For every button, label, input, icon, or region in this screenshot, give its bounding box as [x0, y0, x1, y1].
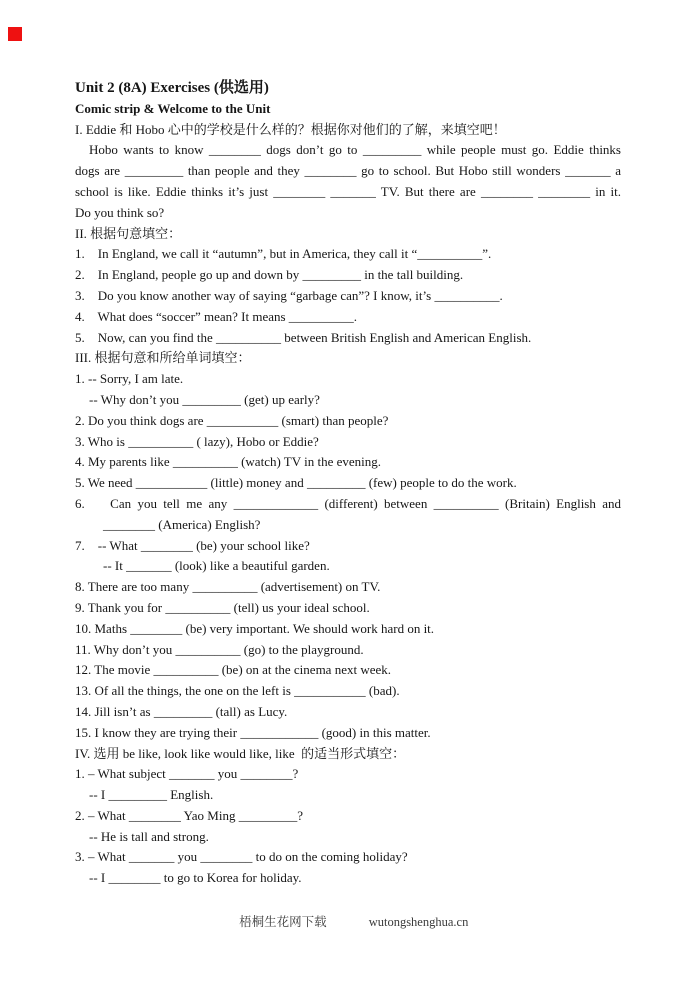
s3-item-15: 15. I know they are trying their ____________ (good) in this matter. — [75, 724, 431, 740]
s3-item-8: 8. There are too many __________ (advertisement) on TV. — [75, 579, 381, 595]
s2-item-1: 1. In England, we call it “autumn”, but in America, they call it “__________”. — [75, 246, 492, 262]
cloze-line-1: Hobo wants to know ________ dogs don’t go to _________ while people must go. Eddie thinks — [89, 142, 621, 158]
s2-item-3: 3. Do you know another way of saying “garbage can”? I know, it’s __________. — [75, 287, 503, 303]
s3-item-1: 1. -- Sorry, I am late. — [75, 371, 184, 387]
s3-item-5: 5. We need ___________ (little) money and _________ (few) people to do the work. — [75, 475, 517, 491]
s3-item-3: 3. Who is __________ ( lazy), Hobo or Eddie? — [75, 433, 319, 449]
s4-item-3-question: 3. – What _______ you ________ to do on the coming holiday? — [75, 849, 408, 865]
s2-item-2: 2. In England, people go up and down by _________ in the tall building. — [75, 267, 464, 283]
cloze-line-3: school is like. Eddie thinks it’s just ________ _______ TV. But there are ________ ________ in it. — [75, 183, 621, 199]
red-marker — [8, 27, 22, 41]
s3-item-10: 10. Maths ________ (be) very important. We should work hard on it. — [75, 620, 435, 636]
s2-item-5: 5. Now, can you find the __________ between British English and American English. — [75, 329, 532, 345]
s4-item-2-answer: -- He is tall and strong. — [89, 828, 209, 844]
s3-item-13: 13. Of all the things, the one on the left is ___________ (bad). — [75, 683, 400, 699]
s3-item-1-reply: -- Why don’t you _________ (get) up early? — [89, 391, 320, 407]
section-3-heading: III. 根据句意和所给单词填空： — [75, 350, 251, 366]
doc-title: Unit 2 (8A) Exercises (供选用) — [75, 80, 269, 96]
s3-item-14: 14. Jill isn’t as _________ (tall) as Lucy. — [75, 703, 288, 719]
section-1-heading: I. Eddie 和 Hobo 心中的学校是什么样的？根据你对他们的了解，来填空吧！ — [75, 121, 506, 137]
s4-item-3-answer: -- I ________ to go to Korea for holiday. — [89, 870, 302, 886]
s3-item-4: 4. My parents like __________ (watch) TV in the evening. — [75, 454, 382, 470]
s3-item-12: 12. The movie __________ (be) on at the cinema next week. — [75, 662, 392, 678]
s3-item-7-reply: -- It _______ (look) like a beautiful garden. — [103, 558, 330, 574]
footer-site-url: wutongshenghua.cn — [368, 915, 469, 929]
s3-item-9: 9. Thank you for __________ (tell) us your ideal school. — [75, 599, 370, 615]
cloze-line-2: dogs are _________ than people and they ________ go to school. But Hobo still wonders _______ a — [75, 163, 621, 179]
section-4-heading: IV. 选用 be like, look like would like, like 的适当形式填空： — [75, 745, 406, 761]
s3-item-2: 2. Do you think dogs are ___________ (smart) than people? — [75, 412, 389, 428]
section-2-heading: II. 根据句意填空： — [75, 225, 182, 241]
page-footer — [0, 897, 695, 945]
s3-item-11: 11. Why don’t you __________ (go) to the playground. — [75, 641, 364, 657]
s2-item-4: 4. What does “soccer” mean? It means __________. — [75, 308, 358, 324]
s3-item-6-cont: ________ (America) English? — [103, 516, 261, 532]
footer-site-name: 梧桐生花网下载 — [239, 915, 327, 929]
s4-item-1-question: 1. – What subject _______ you ________? — [75, 766, 299, 782]
s3-item-7: 7. -- What ________ (be) your school like? — [75, 537, 310, 553]
s4-item-1-answer: -- I _________ English. — [89, 787, 214, 803]
s3-item-6: 6. Can you tell me any _____________ (different) between __________ (Britain) English and — [75, 495, 621, 511]
document-body — [75, 78, 621, 889]
cloze-line-4: Do you think so? — [75, 204, 165, 220]
s4-item-2-question: 2. – What ________ Yao Ming _________? — [75, 807, 303, 823]
doc-subtitle: Comic strip & Welcome to the Unit — [75, 100, 271, 116]
